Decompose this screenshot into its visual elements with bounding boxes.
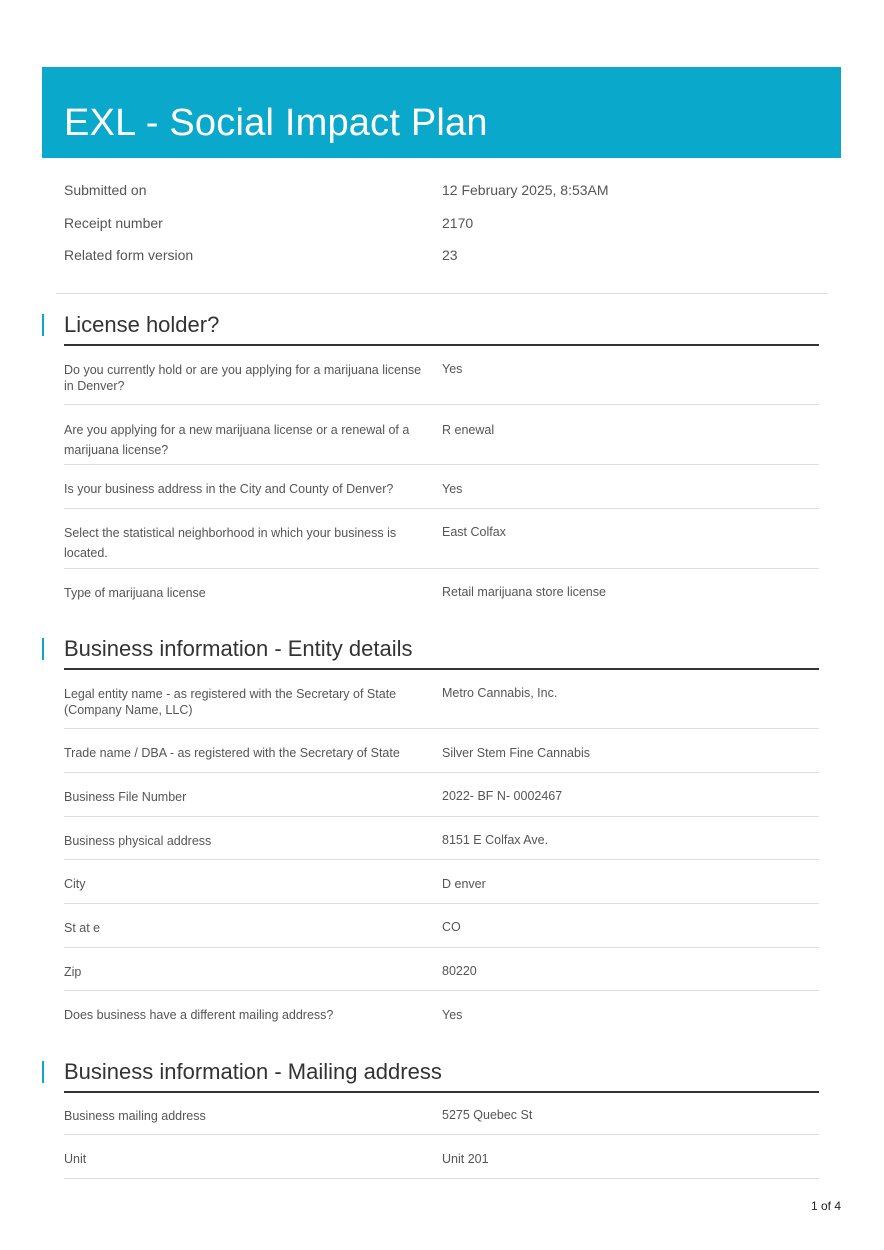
answer-value: Yes [442,482,463,496]
question-label: Type of marijuana license [64,586,206,600]
question-label: Zip [64,965,82,979]
form-row [64,1134,819,1179]
question-label: St at e [64,921,101,935]
answer-value: 8151 E Colfax Ave. [442,833,549,847]
answer-value: Yes [442,362,463,376]
question-label: Business File Number [64,790,187,804]
meta-value: 23 [442,247,458,263]
section-title-mailing-address: Business information - Mailing address [64,1058,819,1093]
divider [56,293,828,294]
form-row [64,508,819,569]
meta-label: Submitted on [64,182,147,198]
question-label: Is your business address in the City and County of Denver? [64,482,394,496]
section-title-license-holder: License holder? [64,311,819,346]
form-row [64,816,819,860]
question-label: Do you currently hold or are you applying for a marijuana license in Denver? [64,363,422,393]
answer-value: 80220 [442,964,477,978]
form-row [64,728,819,773]
answer-value: R enewal [442,423,495,437]
page-title: EXL - Social Impact Plan [64,102,488,144]
form-row [64,903,819,948]
section-marker [42,314,44,336]
answer-value: CO [442,920,461,934]
question-label: Are you applying for a new marijuana license or a renewal of a marijuana license? [64,423,410,457]
meta-label: Related form version [64,247,194,263]
section-marker [42,638,44,660]
form-row [64,772,819,817]
header-banner [42,67,841,158]
answer-value: Yes [442,1008,463,1022]
form-row [64,404,819,465]
section-marker [42,1061,44,1083]
form-row [64,859,819,904]
page-indicator: 1 of 4 [811,1199,842,1213]
section-title-entity-details: Business information - Entity details [64,635,819,670]
form-row [64,464,819,509]
meta-label: Receipt number [64,215,163,231]
question-label: Select the statistical neighborhood in which your business is located. [64,526,397,560]
answer-value: Silver Stem Fine Cannabis [442,746,590,760]
meta-value: 2170 [442,215,474,231]
question-label: Unit [64,1152,87,1166]
meta-value: 12 February 2025, 8:53AM [442,182,609,198]
answer-value: Metro Cannabis, Inc. [442,686,558,700]
answer-value: D enver [442,877,486,891]
question-label: Legal entity name - as registered with the Secretary of State (Company Name, LLC) [64,687,397,717]
question-label: Does business have a different mailing address? [64,1008,334,1022]
question-label: Business physical address [64,834,212,848]
form-row [64,1105,819,1135]
answer-value: East Colfax [442,525,506,539]
question-label: Business mailing address [64,1109,206,1123]
form-row [64,947,819,991]
question-label: Trade name / DBA - as registered with the Secretary of State [64,746,400,760]
answer-value: 5275 Quebec St [442,1108,533,1122]
question-label: City [64,877,86,891]
answer-value: Unit 201 [442,1152,489,1166]
form-row [64,990,819,1030]
answer-value: 2022- BF N- 0002467 [442,789,563,803]
form-row [64,683,819,729]
answer-value: Retail marijuana store license [442,585,606,599]
form-row [64,568,819,608]
form-row [64,359,819,405]
